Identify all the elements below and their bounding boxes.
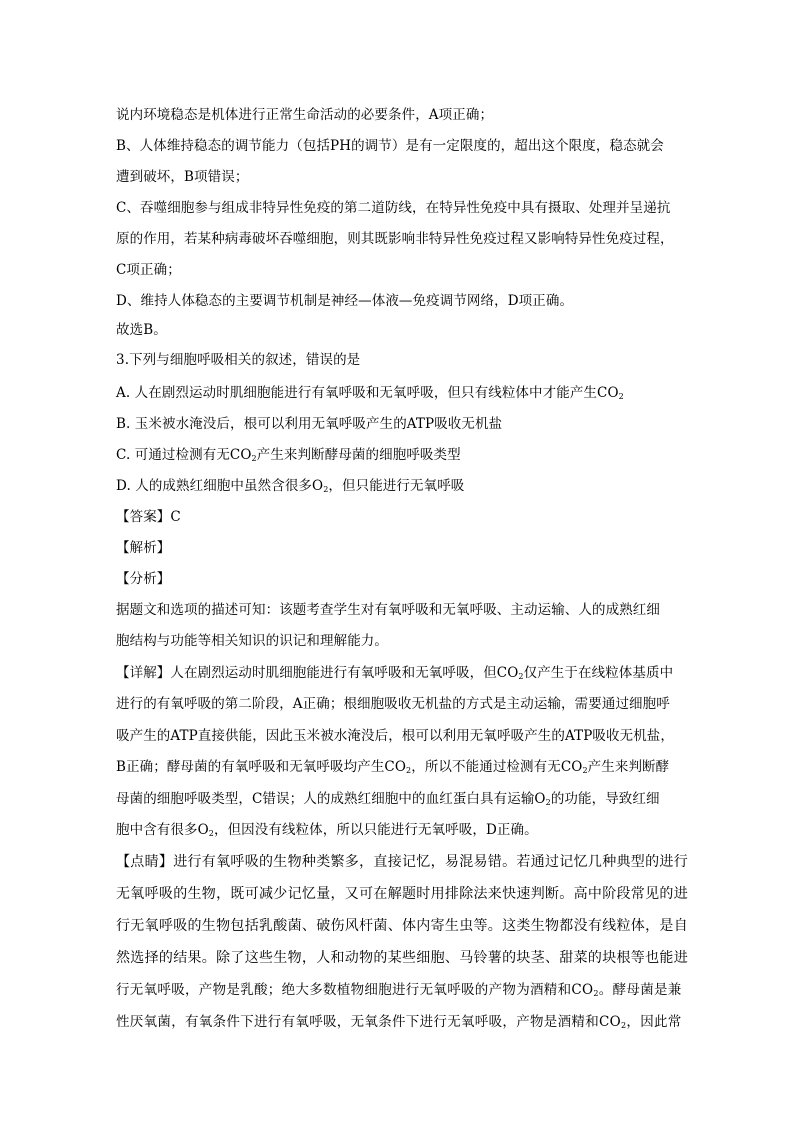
- question-title: 3.下列与细胞呼吸相关的叙述，错误的是: [116, 352, 361, 368]
- answer-label: 【答案】C: [116, 509, 181, 525]
- option-c: C. 可通过检测有无$CO_2$产生来判断酵母菌的细胞呼吸类型: [116, 447, 461, 463]
- text-line: 说内环境稳态是机体进行正常生命活动的必要条件，A项正确；: [116, 107, 494, 123]
- tip-line: 然选择的结果。除了这些生物，人和动物的某些细胞、马铃薯的块茎、甜菜的块根等也能进: [116, 950, 688, 966]
- detail-line: 吸产生的ATP直接供能，因此玉米被水淹没后，根可以利用无氧呼吸产生的ATP吸收无机盐，: [116, 728, 674, 744]
- text-line: 据题文和选项的描述可知：该题考查学生对有氧呼吸和无氧呼吸、主动运输、人的成熟红细: [116, 602, 660, 618]
- tip-line: 性厌氧菌，有氧条件下进行有氧呼吸，无氧条件下进行无氧呼吸，产物是酒精和$CO_2$，因此常: [116, 1014, 682, 1030]
- analysis-sub-label: 【分析】: [116, 571, 171, 587]
- option-a: A. 人在剧烈运动时肌细胞能进行有氧呼吸和无氧呼吸，但只有线粒体中才能产生$CO_2$: [116, 385, 624, 401]
- text-line: 原的作用，若某种病毒破坏吞噬细胞，则其既影响非特异性免疫过程又影响特异性免疫过程，: [116, 231, 674, 247]
- text-line: B、人体维持稳态的调节能力（包括PH的调节）是有一定限度的，超出这个限度，稳态就会: [116, 138, 664, 154]
- detail-line: B正确；酵母菌的有氧呼吸和无氧呼吸均产生$CO_2$，所以不能通过检测有无$CO_2$产生来判断酵: [116, 759, 670, 775]
- text-line: D、维持人体稳态的主要调节机制是神经—体液—免疫调节网络，D项正确。: [116, 293, 574, 309]
- analysis-label: 【解析】: [116, 540, 171, 556]
- text-line: C项正确；: [116, 262, 181, 278]
- tip-line: 行无氧呼吸的生物包括乳酸菌、破伤风杆菌、体内寄生虫等。这类生物都没有线粒体，是自: [116, 918, 688, 934]
- tip-line: 无氧呼吸的生物，既可减少记忆量，又可在解题时用排除法来快速判断。高中阶段常见的进: [116, 886, 688, 902]
- text-line: 胞结构与功能等相关知识的识记和理解能力。: [116, 633, 388, 649]
- detail-line: 【详解】人在剧烈运动时肌细胞能进行有氧呼吸和无氧呼吸，但$CO_2$仅产生于在线粒体基质中: [116, 665, 674, 681]
- option-b: B. 玉米被水淹没后，根可以利用无氧呼吸产生的ATP吸收无机盐: [116, 416, 503, 432]
- detail-line: 胞中含有很多$O_2$，但因没有线粒体，所以只能进行无氧呼吸，D正确。: [116, 822, 538, 838]
- text-line: 故选B。: [116, 322, 167, 338]
- text-line: C、吞噬细胞参与组成非特异性免疫的第二道防线，在特异性免疫中具有摄取、处理并呈递抗: [116, 200, 671, 216]
- option-d: D. 人的成熟红细胞中虽然含很多$O_2$，但只能进行无氧呼吸: [116, 478, 465, 494]
- tip-line: 【点睛】进行有氧呼吸的生物种类繁多，直接记忆，易混易错。若通过记忆几种典型的进行: [116, 854, 688, 870]
- tip-line: 行无氧呼吸，产物是乳酸；绝大多数植物细胞进行无氧呼吸的产物为酒精和$CO_2$。酵母菌是兼: [116, 982, 682, 998]
- text-line: 遭到破坏，B项错误；: [116, 169, 249, 185]
- detail-line: 母菌的细胞呼吸类型，C错误；人的成熟红细胞中的血红蛋白具有运输$O_2$的功能，导致红细: [116, 791, 660, 807]
- detail-line: 进行的有氧呼吸的第二阶段，A正确；根细胞吸收无机盐的方式是主动运输，需要通过细胞呼: [116, 696, 670, 712]
